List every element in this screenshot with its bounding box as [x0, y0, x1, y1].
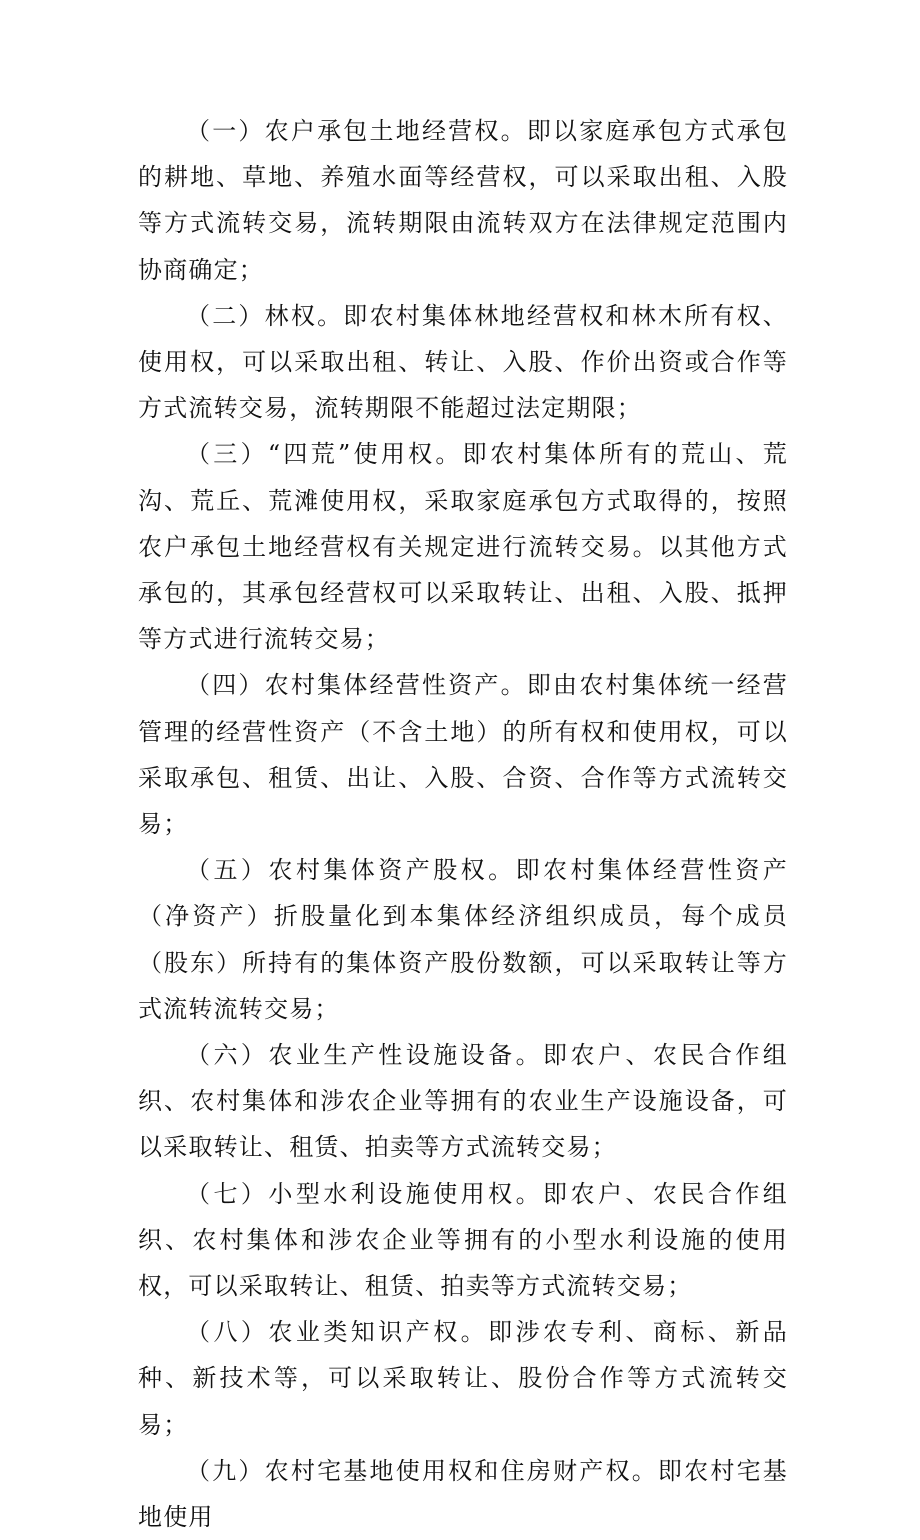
- paragraph-3: （三）“四荒”使用权。即农村集体所有的荒山、荒沟、荒丘、荒滩使用权，采取家庭承包方式取得的，按照农户承包土地经营权有关规定进行流转交易。以其他方式承包的，其承包经营权可以采取转让、出租、入股、抵押等方式进行流转交易；: [138, 440, 788, 654]
- paragraph-8: （八）农业类知识产权。即涉农专利、商标、新品种、新技术等，可以采取转让、股份合作等方式流转交易；: [138, 1318, 788, 1439]
- paragraph-7: （七）小型水利设施使用权。即农户、农民合作组织、农村集体和涉农企业等拥有的小型水利设施的使用权，可以采取转让、租赁、拍卖等方式流转交易；: [138, 1179, 788, 1301]
- paragraph-6: （六）农业生产性设施设备。即农户、农民合作组织、农村集体和涉农企业等拥有的农业生产设施设备，可以采取转让、租赁、拍卖等方式流转交易；: [138, 1041, 788, 1162]
- paragraph-9: （九）农村宅基地使用权和住房财产权。即农村宅基地使用: [138, 1456, 788, 1532]
- paragraph-5: （五）农村集体资产股权。即农村集体经营性资产（净资产）折股量化到本集体经济组织成员，每个成员（股东）所持有的集体资产股份数额，可以采取转让等方式流转流转交易；: [138, 856, 788, 1023]
- paragraph-1: （一）农户承包土地经营权。即以家庭承包方式承包的耕地、草地、养殖水面等经营权，可以采取出租、入股等方式流转交易，流转期限由流转双方在法律规定范围内协商确定；: [138, 117, 788, 284]
- document-page: [138, 108, 788, 1540]
- paragraph-2: （二）林权。即农村集体林地经营权和林木所有权、使用权，可以采取出租、转让、入股、作价出资或合作等方式流转交易，流转期限不能超过法定期限；: [138, 301, 788, 423]
- paragraph-4: （四）农村集体经营性资产。即由农村集体统一经营管理的经营性资产（不含土地）的所有权和使用权，可以采取承包、租赁、出让、入股、合资、合作等方式流转交易；: [138, 671, 788, 839]
